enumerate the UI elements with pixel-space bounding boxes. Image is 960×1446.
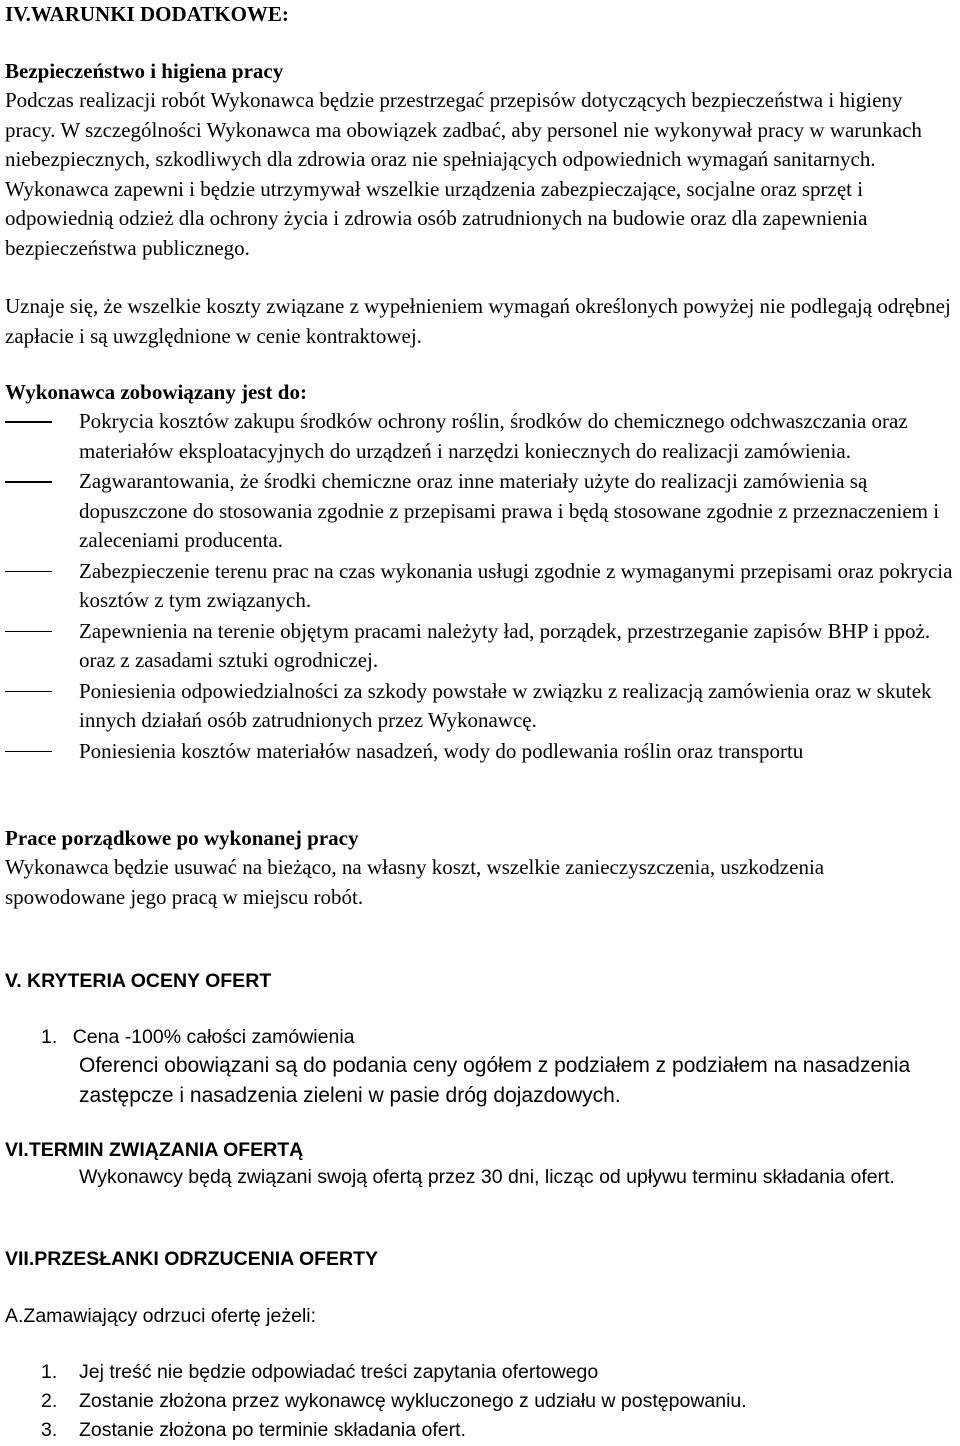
dash-bullet xyxy=(5,421,52,423)
criteria-item-detail: Oferenci obowiązani są do podania ceny ogółem z podziałem z podziałem na nasadzenia zastępcze i nasadzenia zieleni w pasie dróg dojazdowych. xyxy=(79,1054,911,1107)
rejection-list xyxy=(5,1358,960,1445)
list-item-text: Zabezpieczenie terenu prac na czas wykonania usługi zgodnie z wymaganymi przepisami oraz pokrycia kosztów z tym związanych. xyxy=(79,558,953,612)
section7-intro: A.Zamawiający odrzuci ofertę jeżeli: xyxy=(5,1305,317,1327)
list-item-text: Pokrycia kosztów zakupu środków ochrony roślin, środków do chemicznego odchwaszczania oraz materiałów eksploatacyjnych do urządzeń i narzędzi koniecznych do realizacji zamówienia. xyxy=(79,409,908,463)
list-item-text: Zapewnienia na terenie objętym pracami należyty ład, porządek, przestrzeganie zapisów BHP i ppoż. oraz z zasadami sztuki ogrodniczej. xyxy=(79,618,931,672)
section7-heading: VII.PRZESŁANKI ODRZUCENIA OFERTY xyxy=(5,1248,379,1270)
list-item-text: Zostanie złożona po terminie składania ofert. xyxy=(79,1419,466,1441)
list-item xyxy=(5,1358,960,1387)
dash-bullet xyxy=(5,631,52,633)
bhp-paragraph: Podczas realizacji robót Wykonawca będzie przestrzegać przepisów dotyczących bezpieczeństwa i higieny pracy. W szczególności Wykonawca ma obowiązek zadbać, aby personel nie wykonywał pracy w warunkach niebezpiecznych, szkodliwych dla zdrowia oraz nie spełniających odpowiednich wymagań sanitarnych. Wykonawca zapewni i będzie utrzymywał wszelkie urządzenia zabezpieczające, socjalne oraz sprzęt i odpowiednią odzież dla ochrony życia i zdrowia osób zatrudnionych na budowie oraz dla zapewnienia bezpieczeństwa publicznego. xyxy=(5,88,922,260)
criteria-item-number: 1. xyxy=(41,1026,58,1048)
criteria-item xyxy=(41,1023,355,1052)
list-item xyxy=(5,557,960,616)
section6-heading: VI.TERMIN ZWIĄZANIA OFERTĄ xyxy=(5,1139,304,1161)
bhp-heading: Bezpieczeństwo i higiena pracy xyxy=(5,59,284,83)
list-item-number: 1. xyxy=(41,1361,58,1383)
obligations-heading: Wykonawca zobowiązany jest do: xyxy=(5,380,307,404)
list-item-number: 3. xyxy=(41,1419,58,1441)
obligations-list xyxy=(5,407,960,767)
section6-text: Wykonawcy będą związani swoją ofertą przez 30 dni, licząc od upływu terminu składania ofert. xyxy=(79,1166,895,1188)
list-item-text: Jej treść nie będzie odpowiadać treści zapytania ofertowego xyxy=(79,1361,599,1383)
section5-heading: V. KRYTERIA OCENY OFERT xyxy=(5,970,272,992)
dash-bullet xyxy=(5,751,52,753)
list-item xyxy=(5,1416,960,1445)
section4-heading: IV.WARUNKI DODATKOWE: xyxy=(5,2,289,26)
list-item xyxy=(5,617,960,676)
list-item xyxy=(5,737,960,767)
dash-bullet xyxy=(5,691,52,693)
list-item-text: Poniesienia kosztów materiałów nasadzeń, wody do podlewania roślin oraz transportu xyxy=(79,738,804,763)
criteria-item-label: Cena -100% całości zamówienia xyxy=(72,1026,355,1048)
list-item-text: Zostanie złożona przez wykonawcę wykluczonego z udziału w postępowaniu. xyxy=(79,1390,747,1412)
list-item-text: Poniesienia odpowiedzialności za szkody powstałe w związku z realizacją zamówienia oraz w skutek innych działań osób zatrudnionych przez Wykonawcę. xyxy=(79,678,932,732)
list-item-text: Zagwarantowania, że środki chemiczne oraz inne materiały użyte do realizacji zamówienia są dopuszczone do stosowania zgodnie z przepisami prawa i będą stosowane zgodnie z przeznaczeniem i zaleceniami producenta. xyxy=(79,469,940,552)
list-item xyxy=(5,677,960,736)
dash-bullet xyxy=(5,481,52,483)
list-item xyxy=(5,1387,960,1416)
list-item xyxy=(5,407,960,466)
cleanup-heading: Prace porządkowe po wykonanej pracy xyxy=(5,826,359,850)
list-item-number: 2. xyxy=(41,1390,58,1412)
cleanup-paragraph: Wykonawca będzie usuwać na bieżąco, na własny koszt, wszelkie zanieczyszczenia, uszkodzenia spowodowane jego pracą w miejscu robót. xyxy=(5,855,825,909)
costs-paragraph: Uznaje się, że wszelkie koszty związane z wypełnieniem wymagań określonych powyżej nie podlegają odrębnej zapłacie i są uwzględnione w cenie kontraktowej. xyxy=(5,294,951,348)
list-item xyxy=(5,467,960,556)
dash-bullet xyxy=(5,571,52,573)
